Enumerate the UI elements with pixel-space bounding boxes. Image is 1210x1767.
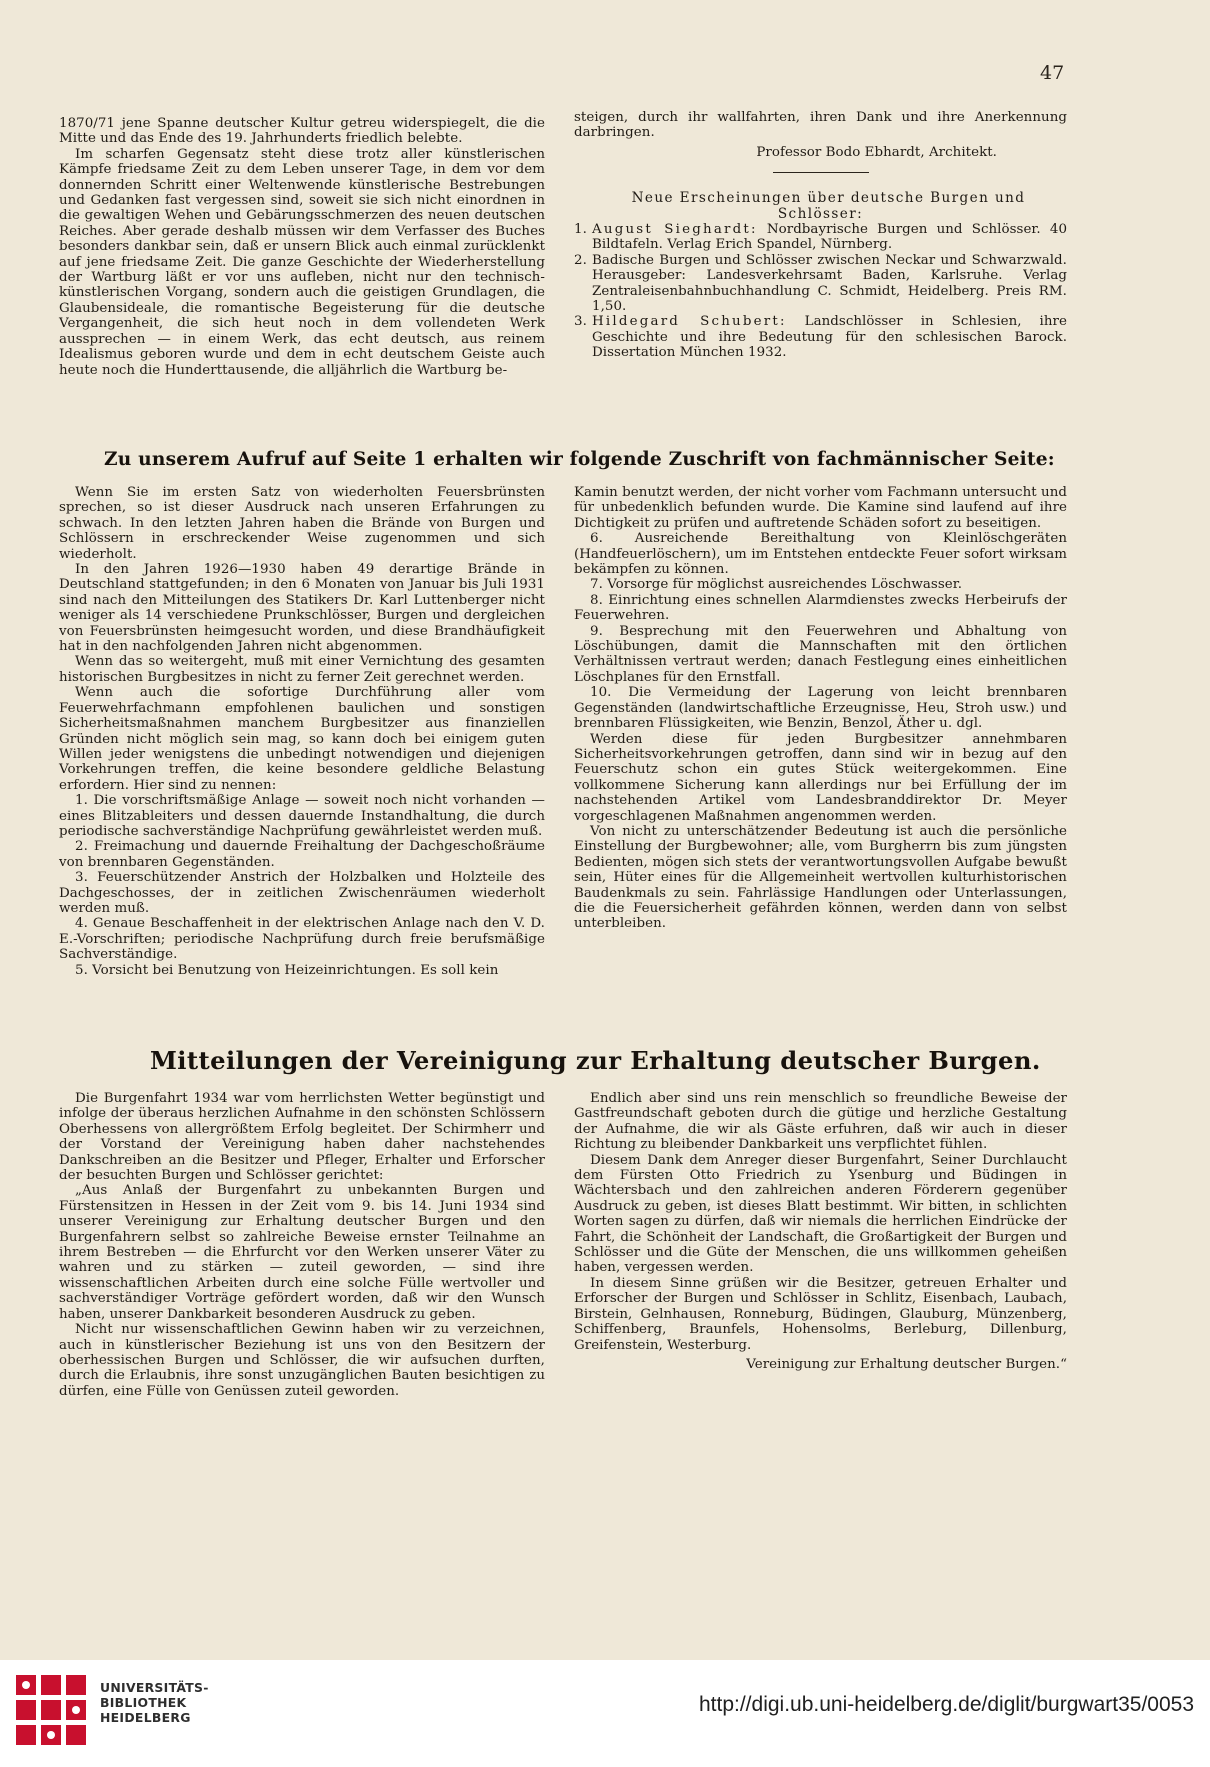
signature: Professor Bodo Ebhardt, Architekt.: [756, 144, 997, 160]
continuation-text: steigen, durch ihr wallfahrten, ihren Dank und ihre Anerkennung darbringen.: [574, 110, 1067, 141]
divider: [773, 172, 869, 173]
page-number: 47: [1040, 62, 1065, 84]
logo-line: BIBLIOTHEK: [100, 1695, 187, 1710]
new-publications-title: Neue Erscheinungen über deutsche Burgen und Schlösser:: [631, 190, 1026, 222]
paragraph: Wenn Sie im ersten Satz von wiederholten Feuersbrünsten sprechen, so ist dieser Ausdruck nach unseren Erfahrungen zu schwach. In den letzten Jahren haben die Brände von Burgen und Schlössern in erschreckender Weise zugenommen und sich wiederholt.: [59, 485, 545, 562]
university-library-logo-icon: [14, 1673, 88, 1747]
section-heading-association-news: Mitteilungen der Vereinigung zur Erhaltung deutscher Burgen.: [150, 1046, 1041, 1075]
list-item: 1. Die vorschriftsmäßige Anlage — soweit noch nicht vorhanden — eines Blitzableiters und dessen dauernde Instandhaltung, die durch periodische sachverständige Nachprüfung gewährleistet werden muß.: [59, 793, 545, 839]
bottom-left-column: [59, 1091, 545, 1399]
section-heading-fire-safety: Zu unserem Aufruf auf Seite 1 erhalten wir folgende Zuschrift von fachmännischer Seite:: [104, 449, 1055, 470]
list-item: 7. Vorsorge für möglichst ausreichendes Löschwasser.: [590, 577, 963, 593]
list-item: 3. Feuerschützender Anstrich der Holzbalken und Holzteile des Dachgeschosses, der in zeitlichen Zwischenräumen wiederholt werden muß.: [59, 870, 545, 916]
mid-right-column: [574, 485, 1067, 932]
paragraph: Im scharfen Gegensatz steht diese trotz aller künstlerischen Kämpfe friedsame Zeit zu dem Leben unserer Tage, in dem vor dem donnernden Schritt einer Weltenwende künstlerische Bestrebungen und Gedanken fast vergessen sind, soweit sie sich nicht einordnen in die gewaltigen Wehen und Gebärungsschmerzen des neuen deutschen Reiches. Aber gerade deshalb müssen wir dem Verfasser des Buches besonders dankbar sein, daß er unsern Blick auch einmal zurücklenkt auf jene friedsame Zeit. Die ganze Geschichte der Wiederherstellung der Wartburg läßt er vor uns aufleben, nicht nur den technisch-künstlerischen Vorgang, sondern auch die geistigen Grundlagen, die Glaubensideale, die romantische Begeisterung für die deutsche Vergangenheit, die sich heut noch in dem vollendeten Werk aussprechen — in einem Werk, das echt deutsch, aus reinem Idealismus geboren wurde und dem in echt deutschem Geiste auch heute noch die Hunderttausende, die alljährlich die Wartburg be-: [59, 146, 545, 378]
paragraph: Nicht nur wissenschaftlichen Gewinn haben wir zu verzeichnen, auch in künstlerischer Beziehung ist uns von den Besitzern der oberhessischen Burgen und Schlösser, die wir aufsuchen durften, durch die Erlaubnis, ihre sonst unzugänglichen Bauten besichtigen zu dürfen, eine Fülle von Genüssen zuteil geworden.: [59, 1322, 545, 1399]
logo-line: HEIDELBERG: [100, 1710, 191, 1725]
item-text: Badische Burgen und Schlösser zwischen Neckar und Schwarzwald. Herausgeber: Landesverkehrsamt Baden, Karlsruhe. Verlag Zentraleisenbahnbuchhandlung C. Schmidt, Heidelberg. Preis RM. 1,50.: [592, 252, 1067, 315]
list-item: 8. Einrichtung eines schnellen Alarmdienstes zwecks Herbeirufs der Feuerwehren.: [574, 592, 1067, 624]
list-item: 9. Besprechung mit den Feuerwehren und Abhaltung von Löschübungen, damit die Mannschaften mit den örtlichen Verhältnissen vertraut werden; danach Festlegung eines einheitlichen Löschplanes für den Ernstfall.: [574, 623, 1067, 685]
list-item: 5. Vorsicht bei Benutzung von Heizeinrichtungen. Es soll kein: [75, 962, 499, 978]
bottom-right-column: [574, 1091, 1067, 1372]
paragraph: Wenn auch die sofortige Durchführung aller vom Feuerwehrfachmann empfohlenen baulichen und sonstigen Sicherheitsmaßnahmen manchem Burgbesitzer aus finanziellen Gründen nicht möglich sein mag, so kann doch bei einigem guten Willen jeder wenigstens die unbedingt notwendigen und diejenigen Vorkehrungen treffen, die keine besondere geldliche Belastung erfordern. Hier sind zu nennen:: [59, 685, 545, 793]
item-author: August Sieghardt:: [592, 222, 758, 238]
paragraph: In den Jahren 1926—1930 haben 49 derartige Brände in Deutschland stattgefunden; in den 6 Monaten von Januar bis Juli 1931 sind nach den Mitteilungen des Statikers Dr. Karl Luttenberger nicht weniger als 14 verschiedene Prunkschlösser, Burgen und dergleichen von Feuersbrünsten heimgesucht worden, und diese Brandhäufigkeit hat in den nachfolgenden Jahren nicht abgenommen.: [59, 562, 545, 655]
top-left-column: [59, 116, 545, 378]
footer-bar: [0, 1660, 1210, 1767]
item-number: 3.: [574, 314, 587, 330]
paragraph: Endlich aber sind uns rein menschlich so freundliche Beweise der Gastfreundschaft geboten durch die gütige und herzliche Gestaltung der Aufnahme, die wir als Gäste erfuhren, daß wir auch in dieser Richtung zu bleibender Dankbarkeit uns verpflichtet fühlen.: [574, 1091, 1067, 1153]
paragraph: Die Burgenfahrt 1934 war vom herrlichsten Wetter begünstigt und infolge der überaus herzlichen Aufnahme in den schönsten Schlössern Oberhessens von allergrößtem Erfolg begleitet. Der Schirmherr und der Vorstand der Vereinigung haben daher nachstehendes Dankschreiben an die Besitzer und Pfleger, Erhalter und Erforscher der besuchten Burgen und Schlösser gerichtet:: [59, 1091, 545, 1184]
paragraph: „Aus Anlaß der Burgenfahrt zu unbekannten Burgen und Fürstensitzen in Hessen in der Zeit vom 9. bis 14. Juni 1934 sind unserer Vereinigung zur Erhaltung deutscher Burgen und den Burgenfahrern selbst so zahlreiche Beweise ernster Teilnahme an ihrem Bestreben — die Ehrfurcht vor den Werken unserer Väter zu wahren und zu stärken — zuteil geworden, — sind ihre wissenschaftlichen Arbeiten durch eine solche Fülle wertvoller und sachverständiger Vorträge gefördert worden, daß wir den Wunsch haben, unserer Dankbarkeit besonderen Ausdruck zu geben.: [59, 1183, 545, 1322]
source-url-link[interactable]: http://digi.ub.uni-heidelberg.de/diglit/burgwart35/0053: [698, 1693, 1194, 1716]
list-item: [574, 314, 1067, 360]
library-name: [100, 1680, 209, 1725]
list-item: 2. Freimachung und dauernde Freihaltung der Dachgeschoßräume von brennbaren Gegenständen.: [59, 839, 545, 870]
paragraph: Kamin benutzt werden, der nicht vorher vom Fachmann untersucht und für unbedenklich befunden wurde. Die Kamine sind laufend auf ihre Dichtigkeit zu prüfen und auftretende Schäden sofort zu beseitigen.: [574, 485, 1067, 531]
item-number: 1.: [574, 222, 587, 238]
mid-left-column: [59, 485, 545, 978]
paragraph: In diesem Sinne grüßen wir die Besitzer, getreuen Erhalter und Erforscher der Burgen und Schlösser in Schlitz, Eisenbach, Laubach, Birstein, Gelnhausen, Ronneburg, Büdingen, Glauburg, Münzenberg, Schiffenberg, Braunfels, Hohensolms, Berleburg, Dillenburg, Greifenstein, Westerburg.: [574, 1275, 1067, 1353]
paragraph: Von nicht zu unterschätzender Bedeutung ist auch die persönliche Einstellung der Burgbewohner; alle, vom Burgherrn bis zum jüngsten Bedienten, mögen sich stets der verantwortungsvollen Aufgabe bewußt sein, Hüter eines für die Allgemeinheit wertvollen kulturhistorischen Baudenkmals zu sein. Fahrlässige Handlungen oder Unterlassungen, die die Feuersicherheit gefährden können, werden dann von selbst unterbleiben.: [574, 823, 1067, 932]
logo-line: UNIVERSITÄTS-: [100, 1680, 209, 1695]
paragraph: 1870/71 jene Spanne deutscher Kultur getreu widerspiegelt, die die Mitte und das Ende des 19. Jahrhunderts friedlich belebte.: [59, 116, 545, 147]
list-item: [574, 253, 1067, 315]
publications-list: [574, 222, 1067, 361]
paragraph: Wenn das so weitergeht, muß mit einer Vernichtung des gesamten historischen Burgbesitzes in nicht zu ferner Zeit gerechnet werden.: [59, 654, 545, 685]
item-text: Landschlösser in Schlesien, ihre Geschichte und ihre Bedeutung für den schlesischen Barock. Dissertation München 1932.: [592, 314, 1067, 361]
signature: Vereinigung zur Erhaltung deutscher Burgen.“: [746, 1356, 1067, 1372]
list-item: 6. Ausreichende Bereithaltung von Kleinlöschgeräten (Handfeuerlöschern), um im Entstehen entdeckte Feuer sofort wirksam bekämpfen zu können.: [574, 531, 1067, 578]
top-right-column: [574, 110, 1067, 361]
paragraph: Diesem Dank dem Anreger dieser Burgenfahrt, Seiner Durchlaucht dem Fürsten Otto Friedrich zu Ysenburg und Büdingen in Wächtersbach und den zahlreichen anderen Förderern gegenüber Ausdruck zu geben, ist dieses Blatt bestimmt. Wir bitten, in schlichten Worten sagen zu dürfen, daß wir niemals die herrlichen Eindrücke der Fahrt, die Schönheit der Landschaft, die Großartigkeit der Burgen und Schlösser und die Güte der Menschen, die uns willkommen geheißen haben, vergessen werden.: [574, 1152, 1067, 1276]
list-item: 10. Die Vermeidung der Lagerung von leicht brennbaren Gegenständen (landwirtschaftliche Erzeugnisse, Heu, Stroh usw.) und brennbaren Flüssigkeiten, wie Benzin, Benzol, Äther u. dgl.: [574, 685, 1067, 732]
item-text: Nordbayrische Burgen und Schlösser. 40 Bildtafeln. Verlag Erich Spandel, Nürnberg.: [592, 222, 1068, 253]
item-number: 2.: [574, 252, 587, 268]
paragraph: Werden diese für jeden Burgbesitzer annehmbaren Sicherheitsvorkehrungen getroffen, dann sind wir in bezug auf den Feuerschutz schon ein gutes Stück weitergekommen. Eine vollkommene Sicherung kann allerdings nur bei Erfüllung der im nachstehenden Artikel vom Landesbranddirektor Dr. Meyer vorgeschlagenen Maßnahmen angenommen werden.: [574, 731, 1067, 824]
item-author: Hildegard Schubert:: [592, 314, 787, 330]
list-item: [574, 222, 1067, 253]
list-item: 4. Genaue Beschaffenheit in der elektrischen Anlage nach den V. D. E.-Vorschriften; periodische Nachprüfung durch freie berufsmäßige Sachverständige.: [59, 916, 545, 963]
